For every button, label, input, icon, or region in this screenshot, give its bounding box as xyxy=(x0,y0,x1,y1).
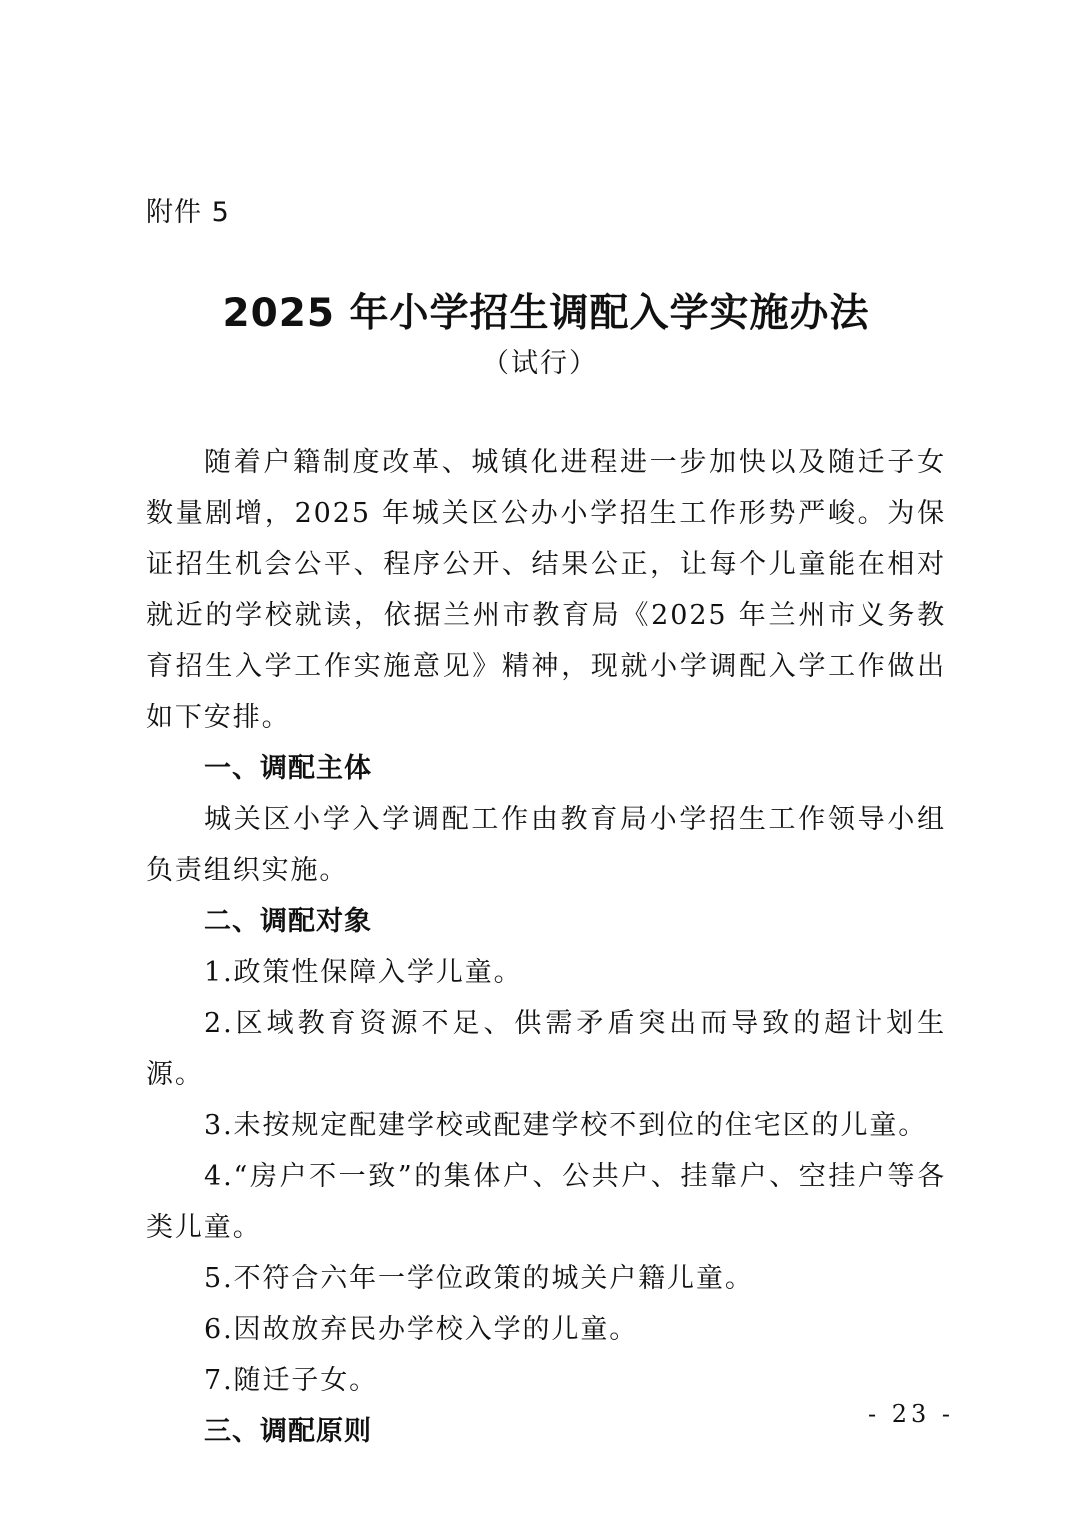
page-number: - 23 - xyxy=(868,1400,955,1428)
document-subtitle: （试行） xyxy=(482,348,598,379)
list-item: 4.“房户不一致”的集体户、公共户、挂靠户、空挂户等各类儿童。 xyxy=(146,1161,946,1243)
section-heading: 二、调配对象 xyxy=(204,906,372,937)
section-heading: 三、调配原则 xyxy=(204,1416,372,1447)
body-paragraph: 城关区小学入学调配工作由教育局小学招生工作领导小组负责组织实施。 xyxy=(146,804,946,886)
list-item: 3.未按规定配建学校或配建学校不到位的住宅区的儿童。 xyxy=(204,1110,928,1141)
document-body xyxy=(146,437,946,1457)
intro-paragraph: 随着户籍制度改革、城镇化进程进一步加快以及随迁子女数量剧增，2025 年城关区公办小学招生工作形势严峻。为保证招生机会公平、程序公开、结果公正，让每个儿童能在相对就近的学校就读，依据兰州市教育局《2025 年兰州市义务教育招生入学工作实施意见》精神，现就小学调配入学工作做出如下安排。 xyxy=(146,447,946,733)
section-heading: 一、调配主体 xyxy=(204,753,372,784)
list-item: 1.政策性保障入学儿童。 xyxy=(204,957,523,988)
list-item: 6.因故放弃民办学校入学的儿童。 xyxy=(204,1314,639,1345)
document-title: 2025 年小学招生调配入学实施办法 xyxy=(222,291,870,336)
list-item: 7.随迁子女。 xyxy=(204,1365,379,1396)
list-item: 5.不符合六年一学位政策的城关户籍儿童。 xyxy=(204,1263,754,1294)
list-item: 2.区域教育资源不足、供需矛盾突出而导致的超计划生源。 xyxy=(146,1008,946,1090)
attachment-label: 附件 5 xyxy=(146,197,230,228)
